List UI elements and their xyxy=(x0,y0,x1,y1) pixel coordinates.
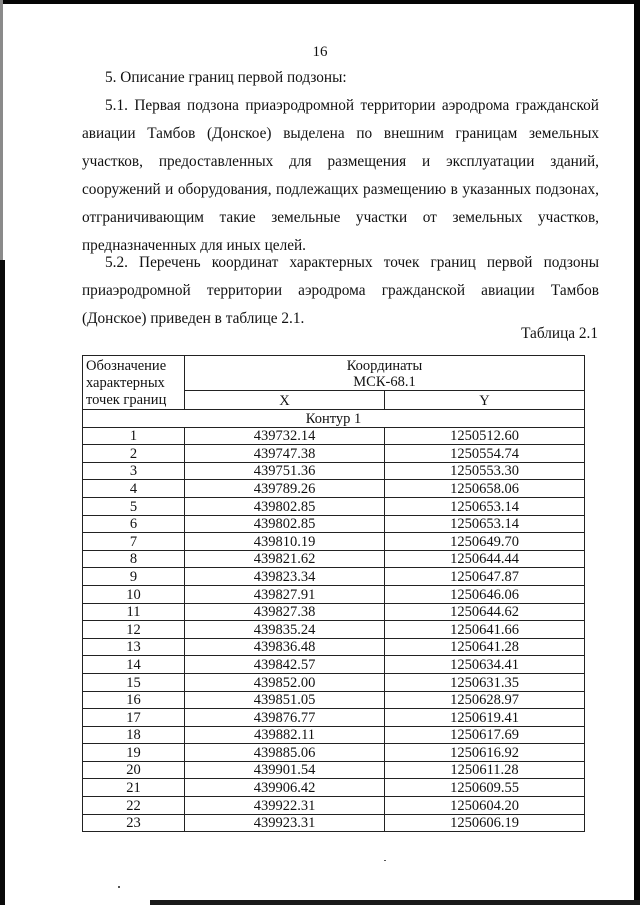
y-coordinate-cell: 1250604.20 xyxy=(385,797,585,815)
x-coordinate-cell: 439751.36 xyxy=(185,462,385,480)
y-coordinate-cell: 1250553.30 xyxy=(385,462,585,480)
point-number-cell: 11 xyxy=(83,603,185,621)
coordinates-table xyxy=(82,355,585,832)
point-number-cell: 16 xyxy=(83,691,185,709)
table-row xyxy=(83,709,585,727)
y-coordinate-cell: 1250554.74 xyxy=(385,445,585,463)
scan-edge-right xyxy=(634,0,640,905)
x-coordinate-cell: 439901.54 xyxy=(185,761,385,779)
y-coordinate-cell: 1250617.69 xyxy=(385,726,585,744)
point-number-cell: 23 xyxy=(83,814,185,832)
table-row xyxy=(83,533,585,551)
point-number-cell: 8 xyxy=(83,550,185,568)
point-number-cell: 6 xyxy=(83,515,185,533)
x-coordinate-cell: 439732.14 xyxy=(185,427,385,445)
table-row xyxy=(83,673,585,691)
table-row xyxy=(83,445,585,463)
point-number-cell: 1 xyxy=(83,427,185,445)
y-coordinate-cell: 1250646.06 xyxy=(385,585,585,603)
y-coordinate-cell: 1250653.14 xyxy=(385,497,585,515)
table-row xyxy=(83,585,585,603)
table-row xyxy=(83,779,585,797)
scan-speck xyxy=(384,860,386,861)
table-row xyxy=(83,691,585,709)
x-coordinate-cell: 439827.91 xyxy=(185,585,385,603)
scan-edge-bottom xyxy=(150,900,640,905)
x-coordinate-cell: 439882.11 xyxy=(185,726,385,744)
point-number-cell: 9 xyxy=(83,568,185,586)
x-coordinate-cell: 439835.24 xyxy=(185,621,385,639)
paragraph-5-2-text: 5.2. Перечень координат характерных точек границ первой подзоны приаэродромной территории аэродрома гражданской авиации Тамбов (Донское) приведен в таблице 2.1. xyxy=(82,254,599,327)
y-header: Y xyxy=(385,391,585,410)
table-row xyxy=(83,621,585,639)
x-coordinate-cell: 439906.42 xyxy=(185,779,385,797)
y-coordinate-cell: 1250658.06 xyxy=(385,480,585,498)
point-number-cell: 3 xyxy=(83,462,185,480)
y-coordinate-cell: 1250641.28 xyxy=(385,638,585,656)
x-coordinate-cell: 439810.19 xyxy=(185,533,385,551)
point-number-cell: 21 xyxy=(83,779,185,797)
x-coordinate-cell: 439802.85 xyxy=(185,497,385,515)
table-row xyxy=(83,814,585,832)
table-row xyxy=(83,480,585,498)
y-coordinate-cell: 1250641.66 xyxy=(385,621,585,639)
table-caption: Таблица 2.1 xyxy=(521,325,598,342)
point-number-cell: 4 xyxy=(83,480,185,498)
point-number-cell: 18 xyxy=(83,726,185,744)
x-coordinate-cell: 439876.77 xyxy=(185,709,385,727)
coordinate-system: МСК-68.1 xyxy=(353,374,416,391)
y-coordinate-cell: 1250512.60 xyxy=(385,427,585,445)
table-row xyxy=(83,427,585,445)
paragraph-5-1 xyxy=(82,92,599,260)
x-coordinate-cell: 439821.62 xyxy=(185,550,385,568)
table-row xyxy=(83,744,585,762)
point-number-cell: 20 xyxy=(83,761,185,779)
x-coordinate-cell: 439851.05 xyxy=(185,691,385,709)
table-row xyxy=(83,603,585,621)
table-row xyxy=(83,797,585,815)
x-coordinate-cell: 439823.34 xyxy=(185,568,385,586)
table-header-row xyxy=(83,356,585,391)
scan-edge-left-dark xyxy=(0,260,5,905)
scan-speck xyxy=(118,886,120,888)
designation-header: Обозначение характерных точек границ xyxy=(83,356,185,410)
y-coordinate-cell: 1250647.87 xyxy=(385,568,585,586)
x-coordinate-cell: 439842.57 xyxy=(185,656,385,674)
point-number-cell: 15 xyxy=(83,673,185,691)
paragraph-5-1-text: 5.1. Первая подзона приаэродромной территории аэродрома гражданской авиации Тамбов (Донское) выделена по внешним границам земельных участков, предоставленных для размещения и эксплуатации зданий, сооружений и оборудования, подлежащих размещению в указанных подзонах, отграничивающим такие земельные участки от земельных участков, предназначенных для иных целей. xyxy=(82,97,599,254)
y-coordinate-cell: 1250653.14 xyxy=(385,515,585,533)
x-coordinate-cell: 439802.85 xyxy=(185,515,385,533)
table-row xyxy=(83,761,585,779)
table-row xyxy=(83,726,585,744)
table-row xyxy=(83,568,585,586)
y-coordinate-cell: 1250611.28 xyxy=(385,761,585,779)
y-coordinate-cell: 1250644.62 xyxy=(385,603,585,621)
table-row xyxy=(83,515,585,533)
y-coordinate-cell: 1250628.97 xyxy=(385,691,585,709)
point-number-cell: 10 xyxy=(83,585,185,603)
point-number-cell: 5 xyxy=(83,497,185,515)
table-row xyxy=(83,638,585,656)
y-coordinate-cell: 1250644.44 xyxy=(385,550,585,568)
contour-label: Контур 1 xyxy=(83,410,585,428)
y-coordinate-cell: 1250649.70 xyxy=(385,533,585,551)
x-coordinate-cell: 439885.06 xyxy=(185,744,385,762)
point-number-cell: 7 xyxy=(83,533,185,551)
paragraph-5-2 xyxy=(82,249,599,333)
table-row xyxy=(83,656,585,674)
page-number: 16 xyxy=(312,44,328,60)
x-coordinate-cell: 439836.48 xyxy=(185,638,385,656)
table-row xyxy=(83,497,585,515)
y-coordinate-cell: 1250609.55 xyxy=(385,779,585,797)
point-number-cell: 19 xyxy=(83,744,185,762)
x-coordinate-cell: 439827.38 xyxy=(185,603,385,621)
point-number-cell: 2 xyxy=(83,445,185,463)
scan-edge-top xyxy=(0,0,640,4)
y-coordinate-cell: 1250631.35 xyxy=(385,673,585,691)
x-coordinate-cell: 439923.31 xyxy=(185,814,385,832)
x-coordinate-cell: 439922.31 xyxy=(185,797,385,815)
y-coordinate-cell: 1250616.92 xyxy=(385,744,585,762)
coordinates-header: Координаты МСК-68.1 xyxy=(185,356,585,391)
point-number-cell: 13 xyxy=(83,638,185,656)
y-coordinate-cell: 1250634.41 xyxy=(385,656,585,674)
point-number-cell: 22 xyxy=(83,797,185,815)
point-number-cell: 14 xyxy=(83,656,185,674)
table-row xyxy=(83,462,585,480)
x-coordinate-cell: 439852.00 xyxy=(185,673,385,691)
contour-row xyxy=(83,410,585,428)
table-row xyxy=(83,550,585,568)
y-coordinate-cell: 1250619.41 xyxy=(385,709,585,727)
point-number-cell: 17 xyxy=(83,709,185,727)
x-header: X xyxy=(185,391,385,410)
x-coordinate-cell: 439747.38 xyxy=(185,445,385,463)
y-coordinate-cell: 1250606.19 xyxy=(385,814,585,832)
point-number-cell: 12 xyxy=(83,621,185,639)
x-coordinate-cell: 439789.26 xyxy=(185,480,385,498)
section-heading: 5. Описание границ первой подзоны: xyxy=(105,69,347,86)
